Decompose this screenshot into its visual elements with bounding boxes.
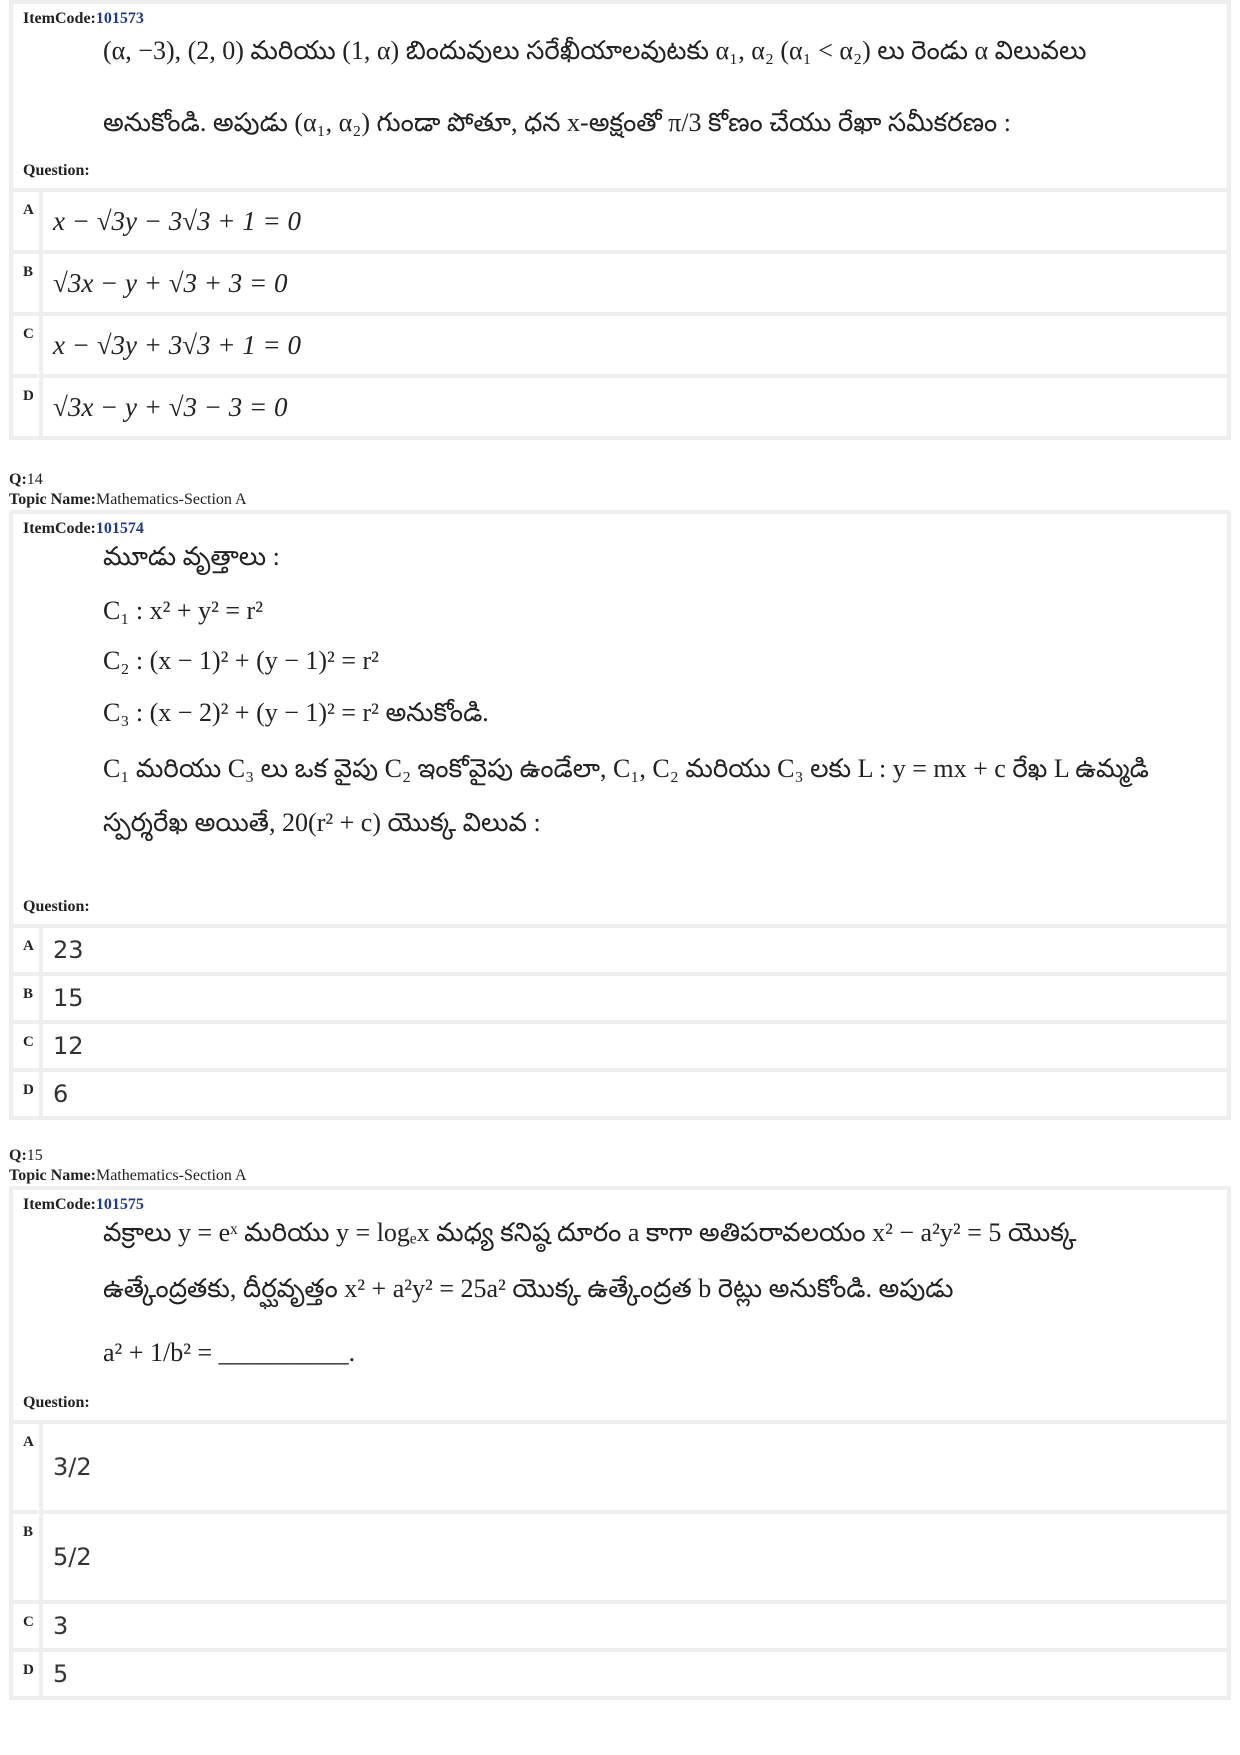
topic-name: Mathematics-Section A xyxy=(95,491,247,508)
stem-line: అనుకోండి. అపుడు (α₁, α₂) గుండా పోతూ, ధన x-అక్షంతో π/3 కోణం చేయు రేఖా సమీకరణం : xyxy=(103,108,1011,137)
option-a[interactable] xyxy=(13,192,1227,250)
option-a[interactable] xyxy=(13,928,1227,972)
stem-text xyxy=(23,36,1217,138)
option-text: 15 xyxy=(53,984,84,1012)
question-label: Question: xyxy=(23,898,90,915)
item-code-label: ItemCode: xyxy=(23,1196,96,1213)
option-text: x − √3y + 3√3 + 1 = 0 xyxy=(53,329,301,360)
option-text: x − √3y − 3√3 + 1 = 0 xyxy=(53,205,301,236)
stem-line: స్పర్శరేఖ అయితే, 20(r² + c) యొక్క విలువ : xyxy=(103,808,541,837)
question-stem xyxy=(13,514,1227,924)
option-key: D xyxy=(13,378,43,436)
question-stem xyxy=(13,4,1227,188)
stem-line: ఉత్కేంద్రతకు, దీర్ఘవృత్తం x² + a²y² = 25a² యొక్క ఉత్కేంద్రత b రెట్లు అనుకోండి. అపుడు xyxy=(103,1274,954,1303)
question-block-101574 xyxy=(9,510,1231,1120)
item-code-label: ItemCode: xyxy=(23,10,96,27)
option-key: A xyxy=(13,928,43,972)
option-key: A xyxy=(13,192,43,250)
option-b[interactable] xyxy=(13,254,1227,312)
topic-name: Mathematics-Section A xyxy=(95,1167,247,1184)
stem-line: C₃ : (x − 2)² + (y − 1)² = r² అనుకోండి. xyxy=(103,698,489,727)
option-key: D xyxy=(13,1652,43,1696)
question-block-101573 xyxy=(9,0,1231,440)
stem-line: మూడు వృత్తాలు : xyxy=(103,542,280,571)
option-text: 6 xyxy=(53,1080,69,1108)
option-d[interactable] xyxy=(13,378,1227,436)
option-b[interactable] xyxy=(13,976,1227,1020)
question-header-14 xyxy=(9,470,1231,510)
exam-page xyxy=(9,0,1231,1700)
item-code-value: 101573 xyxy=(95,10,144,27)
stem-line: C₂ : (x − 1)² + (y − 1)² = r² xyxy=(103,646,379,675)
option-text: 5/2 xyxy=(53,1543,92,1571)
option-key: A xyxy=(13,1424,43,1510)
question-stem xyxy=(13,1190,1227,1420)
option-c[interactable] xyxy=(13,1024,1227,1068)
option-text: 12 xyxy=(53,1032,84,1060)
q-number: 15 xyxy=(26,1147,43,1164)
option-key: C xyxy=(13,316,43,374)
option-key: B xyxy=(13,1514,43,1600)
option-text: √3x − y + √3 + 3 = 0 xyxy=(53,267,288,298)
option-c[interactable] xyxy=(13,316,1227,374)
option-text: √3x − y + √3 − 3 = 0 xyxy=(53,391,288,422)
item-code xyxy=(23,4,1217,30)
option-a[interactable] xyxy=(13,1424,1227,1510)
item-code xyxy=(23,514,1217,540)
q-label: Q: xyxy=(9,1147,27,1164)
stem-text xyxy=(23,542,1217,838)
option-c[interactable] xyxy=(13,1604,1227,1648)
option-d[interactable] xyxy=(13,1652,1227,1696)
option-key: B xyxy=(13,254,43,312)
q-label: Q: xyxy=(9,471,27,488)
stem-text xyxy=(23,1218,1217,1368)
stem-line: a² + 1/b² = __________. xyxy=(103,1338,356,1367)
stem-line: (α, −3), (2, 0) మరియు (1, α) బిందువులు సరేఖీయాలవుటకు α₁, α₂ (α₁ < α₂) లు రెండు α విలువలు xyxy=(103,36,1087,65)
item-code-value: 101575 xyxy=(95,1196,144,1213)
topic-label: Topic Name: xyxy=(9,491,96,508)
topic-label: Topic Name: xyxy=(9,1167,96,1184)
stem-line: C₁ మరియు C₃ లు ఒక వైపు C₂ ఇంకోవైపు ఉండేలా, C₁, C₂ మరియు C₃ లకు L : y = mx + c రేఖ L ఉమ్మడి xyxy=(103,754,1149,783)
question-header-15 xyxy=(9,1146,1231,1186)
stem-line: వక్రాలు y = eˣ మరియు y = logₑx మధ్య కనిష్ఠ దూరం a కాగా అతిపరావలయం x² − a²y² = 5 యొక్క xyxy=(103,1218,1077,1247)
option-key: D xyxy=(13,1072,43,1116)
question-label: Question: xyxy=(23,1394,90,1411)
item-code xyxy=(23,1190,1217,1216)
option-key: C xyxy=(13,1024,43,1068)
option-text: 23 xyxy=(53,936,84,964)
option-b[interactable] xyxy=(13,1514,1227,1600)
option-text: 3 xyxy=(53,1612,69,1640)
question-block-101575 xyxy=(9,1186,1231,1700)
option-d[interactable] xyxy=(13,1072,1227,1116)
option-key: B xyxy=(13,976,43,1020)
question-label: Question: xyxy=(23,162,90,179)
option-text: 5 xyxy=(53,1660,69,1688)
q-number: 14 xyxy=(26,471,43,488)
item-code-label: ItemCode: xyxy=(23,520,96,537)
option-text: 3/2 xyxy=(53,1453,92,1481)
option-key: C xyxy=(13,1604,43,1648)
stem-line: C₁ : x² + y² = r² xyxy=(103,596,263,625)
item-code-value: 101574 xyxy=(95,520,144,537)
